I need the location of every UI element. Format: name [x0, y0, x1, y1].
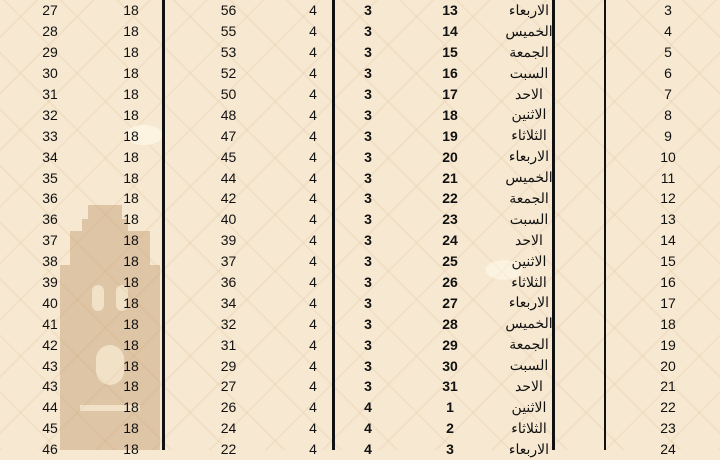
cell-ramadan-day: 17	[660, 294, 676, 311]
cell-day-of-month: 25	[442, 253, 458, 270]
cell-minute: 39	[220, 232, 237, 249]
cell-count: 33	[42, 127, 58, 144]
table-row	[0, 313, 720, 334]
cell-minute: 47	[220, 127, 237, 144]
cell-hour-b: 4	[309, 274, 317, 291]
spacer-cell	[560, 397, 609, 418]
cell-hour-b: 4	[309, 315, 317, 332]
cell-weekday: السبت	[509, 64, 549, 81]
cell-minute: 26	[220, 399, 237, 416]
cell-hour-b: 4	[309, 294, 317, 311]
cell-day-of-month: 29	[442, 336, 458, 353]
cell-month: 3	[364, 232, 372, 249]
cell-day-of-month: 17	[442, 86, 458, 102]
cell-count: 38	[42, 253, 58, 270]
cell-hour-b: 4	[309, 86, 317, 102]
cell-weekday: الثلاثاء	[511, 419, 547, 436]
cell-month: 3	[364, 253, 372, 270]
cell-day-of-month: 15	[442, 44, 458, 61]
cell-ramadan-day: 4	[664, 23, 672, 40]
cell-minute: 44	[220, 169, 237, 186]
cell-hour-b: 4	[309, 106, 317, 123]
table-row	[0, 146, 720, 167]
spacer-cell	[560, 146, 609, 167]
cell-weekday: الاثنين	[511, 252, 547, 269]
cell-ramadan-day: 16	[660, 274, 676, 291]
table-row	[0, 292, 720, 313]
table-row	[0, 125, 720, 146]
table-row	[0, 104, 720, 125]
cell-hour-b: 4	[309, 253, 317, 270]
cell-month: 3	[364, 23, 372, 40]
cell-ramadan-day: 21	[660, 378, 676, 395]
cell-ramadan-day: 18	[660, 315, 676, 332]
cell-day-of-month: 24	[442, 232, 458, 249]
cell-day-of-month: 2	[446, 420, 454, 437]
table-row	[0, 42, 720, 63]
cell-day-of-month: 13	[442, 2, 458, 19]
cell-ramadan-day: 12	[660, 190, 676, 207]
table-row	[0, 355, 720, 376]
cell-hour-a: 18	[123, 378, 139, 395]
cell-hour-b: 4	[309, 378, 317, 395]
cell-count: 40	[42, 294, 58, 311]
spacer-cell	[560, 209, 609, 230]
cell-weekday: الاثنين	[511, 398, 547, 415]
table-row	[0, 188, 720, 209]
cell-minute: 27	[220, 378, 237, 395]
cell-minute: 45	[220, 148, 237, 165]
cell-hour-a: 18	[123, 294, 139, 311]
cell-weekday: الجمعة	[509, 189, 549, 206]
cell-day-of-month: 26	[442, 274, 458, 291]
cell-month: 3	[364, 86, 372, 102]
cell-day-of-month: 21	[442, 169, 458, 186]
table-row	[0, 272, 720, 293]
cell-day-of-month: 19	[442, 127, 458, 144]
cell-ramadan-day: 22	[660, 399, 676, 416]
cell-ramadan-day: 14	[660, 232, 676, 249]
cell-hour-b: 4	[309, 232, 317, 249]
cell-weekday: الاربعاء	[508, 148, 550, 165]
cell-weekday: الخميس	[505, 315, 553, 332]
cell-weekday: الاربعاء	[508, 1, 550, 18]
cell-minute: 37	[220, 253, 237, 270]
cell-day-of-month: 27	[442, 294, 458, 311]
cell-minute: 56	[220, 2, 237, 19]
cell-count: 29	[42, 44, 58, 61]
cell-count: 36	[42, 211, 58, 228]
spacer-cell	[560, 355, 609, 376]
spacer-cell	[560, 230, 609, 251]
cell-count: 42	[42, 336, 58, 353]
table-row	[0, 0, 720, 21]
cell-hour-b: 4	[309, 357, 317, 374]
cell-hour-a: 18	[123, 148, 139, 165]
cell-hour-a: 18	[123, 274, 139, 291]
cell-weekday: الجمعة	[509, 43, 549, 60]
cell-month: 3	[364, 315, 372, 332]
cell-hour-b: 4	[309, 65, 317, 82]
cell-weekday: السبت	[509, 210, 549, 227]
cell-day-of-month: 18	[442, 106, 458, 123]
cell-minute: 29	[220, 357, 237, 374]
cell-minute: 32	[220, 315, 237, 332]
cell-month: 4	[364, 399, 372, 416]
cell-weekday: السبت	[509, 357, 549, 374]
cell-ramadan-day: 3	[664, 2, 672, 19]
cell-weekday: الجمعة	[509, 336, 549, 353]
cell-count: 43	[42, 357, 58, 374]
spacer-cell	[560, 167, 609, 188]
cell-month: 3	[364, 378, 372, 395]
cell-hour-b: 4	[309, 336, 317, 353]
cell-minute: 55	[220, 23, 237, 40]
cell-count: 44	[42, 399, 58, 416]
table-row	[0, 230, 720, 251]
cell-hour-a: 18	[123, 211, 139, 228]
table-row	[0, 21, 720, 42]
cell-hour-a: 18	[123, 169, 139, 186]
cell-minute: 40	[220, 211, 237, 228]
cell-count: 27	[42, 2, 58, 19]
cell-month: 3	[364, 190, 372, 207]
table-row	[0, 334, 720, 355]
cell-count: 30	[42, 65, 58, 82]
cell-hour-b: 4	[309, 441, 317, 458]
spacer-cell	[560, 0, 609, 21]
table-row	[0, 84, 720, 105]
cell-ramadan-day: 9	[664, 127, 672, 144]
cell-minute: 50	[220, 86, 237, 102]
spacer-cell	[560, 104, 609, 125]
cell-day-of-month: 16	[442, 65, 458, 82]
cell-month: 3	[364, 169, 372, 186]
cell-day-of-month: 20	[442, 148, 458, 165]
cell-hour-b: 4	[309, 190, 317, 207]
cell-count: 46	[42, 441, 58, 458]
cell-minute: 48	[220, 106, 237, 123]
cell-day-of-month: 1	[446, 399, 454, 416]
cell-hour-a: 18	[123, 336, 139, 353]
cell-hour-a: 18	[123, 190, 139, 207]
table-row	[0, 418, 720, 439]
spacer-cell	[560, 418, 609, 439]
cell-hour-b: 4	[309, 44, 317, 61]
cell-hour-a: 18	[123, 2, 139, 19]
cell-minute: 24	[220, 420, 237, 437]
cell-weekday: الاثنين	[511, 106, 547, 123]
cell-hour-a: 18	[123, 253, 139, 270]
cell-hour-a: 18	[123, 127, 139, 144]
cell-weekday: الخميس	[505, 169, 553, 186]
table-row	[0, 167, 720, 188]
table-row	[0, 251, 720, 272]
cell-hour-a: 18	[123, 420, 139, 437]
cell-hour-b: 4	[309, 127, 317, 144]
cell-hour-b: 4	[309, 148, 317, 165]
cell-count: 41	[42, 315, 58, 332]
cell-ramadan-day: 20	[660, 357, 676, 374]
cell-day-of-month: 14	[442, 23, 458, 40]
cell-hour-a: 18	[123, 65, 139, 82]
cell-hour-a: 18	[123, 86, 139, 102]
cell-day-of-month: 30	[442, 357, 458, 374]
cell-month: 3	[364, 127, 372, 144]
table-row	[0, 397, 720, 418]
cell-ramadan-day: 19	[660, 336, 676, 353]
cell-minute: 42	[220, 190, 237, 207]
spacer-cell	[560, 84, 609, 105]
table-row	[0, 63, 720, 84]
spacer-cell	[560, 42, 609, 63]
cell-hour-a: 18	[123, 357, 139, 374]
cell-count: 31	[42, 86, 58, 102]
cell-month: 3	[364, 274, 372, 291]
cell-weekday: الاحد	[515, 231, 543, 248]
cell-hour-a: 18	[123, 106, 139, 123]
spacer-cell	[560, 292, 609, 313]
cell-month: 3	[364, 211, 372, 228]
cell-month: 3	[364, 357, 372, 374]
cell-count: 37	[42, 232, 58, 249]
cell-count: 32	[42, 106, 58, 123]
cell-ramadan-day: 15	[660, 253, 676, 270]
cell-ramadan-day: 23	[660, 420, 676, 437]
spacer-cell	[560, 63, 609, 84]
table-row	[0, 439, 720, 460]
cell-minute: 22	[220, 441, 237, 458]
cell-hour-a: 18	[123, 315, 139, 332]
cell-month: 3	[364, 44, 372, 61]
cell-hour-a: 18	[123, 232, 139, 249]
cell-count: 39	[42, 274, 58, 291]
cell-minute: 52	[220, 65, 237, 82]
cell-minute: 34	[220, 294, 237, 311]
spacer-cell	[560, 125, 609, 146]
cell-hour-b: 4	[309, 169, 317, 186]
cell-month: 3	[364, 65, 372, 82]
cell-count: 45	[42, 420, 58, 437]
cell-day-of-month: 31	[442, 378, 458, 395]
cell-hour-b: 4	[309, 399, 317, 416]
table-row	[0, 376, 720, 397]
cell-month: 4	[364, 420, 372, 437]
cell-day-of-month: 23	[442, 211, 458, 228]
table-row	[0, 209, 720, 230]
cell-hour-a: 18	[123, 399, 139, 416]
cell-weekday: الاربعاء	[508, 294, 550, 311]
cell-ramadan-day: 6	[664, 65, 672, 82]
cell-day-of-month: 22	[442, 190, 458, 207]
spacer-cell	[560, 251, 609, 272]
cell-month: 3	[364, 336, 372, 353]
cell-hour-a: 18	[123, 441, 139, 458]
cell-day-of-month: 28	[442, 315, 458, 332]
spacer-cell	[560, 272, 609, 293]
cell-hour-a: 18	[123, 23, 139, 40]
cell-ramadan-day: 10	[660, 148, 676, 165]
cell-minute: 36	[220, 274, 237, 291]
cell-minute: 31	[220, 336, 237, 353]
cell-ramadan-day: 7	[664, 86, 672, 102]
cell-count: 28	[42, 23, 58, 40]
spacer-cell	[560, 21, 609, 42]
cell-ramadan-day: 11	[660, 169, 676, 186]
cell-ramadan-day: 8	[664, 106, 672, 123]
cell-month: 4	[364, 441, 372, 458]
cell-weekday: الخميس	[505, 22, 553, 39]
cell-count: 36	[42, 190, 58, 207]
spacer-cell	[560, 376, 609, 397]
cell-weekday: الثلاثاء	[511, 273, 547, 290]
cell-minute: 53	[220, 44, 237, 61]
cell-hour-b: 4	[309, 2, 317, 19]
cell-hour-b: 4	[309, 211, 317, 228]
cell-ramadan-day: 13	[660, 211, 676, 228]
cell-month: 3	[364, 2, 372, 19]
spacer-cell	[560, 188, 609, 209]
cell-ramadan-day: 5	[664, 44, 672, 61]
cell-weekday: الثلاثاء	[511, 127, 547, 144]
cell-weekday: الاربعاء	[508, 440, 550, 457]
cell-day-of-month: 3	[446, 441, 454, 458]
cell-hour-b: 4	[309, 23, 317, 40]
cell-hour-a: 18	[123, 44, 139, 61]
cell-hour-b: 4	[309, 420, 317, 437]
cell-count: 34	[42, 148, 58, 165]
spacer-cell	[560, 439, 609, 460]
spacer-cell	[560, 313, 609, 334]
cell-month: 3	[364, 294, 372, 311]
cell-weekday: الاحد	[515, 377, 543, 394]
cell-month: 3	[364, 148, 372, 165]
cell-ramadan-day: 24	[660, 441, 676, 458]
spacer-cell	[560, 334, 609, 355]
cell-month: 3	[364, 106, 372, 123]
cell-weekday: الاحد	[515, 85, 543, 102]
cell-count: 35	[42, 169, 58, 186]
cell-count: 43	[42, 378, 58, 395]
